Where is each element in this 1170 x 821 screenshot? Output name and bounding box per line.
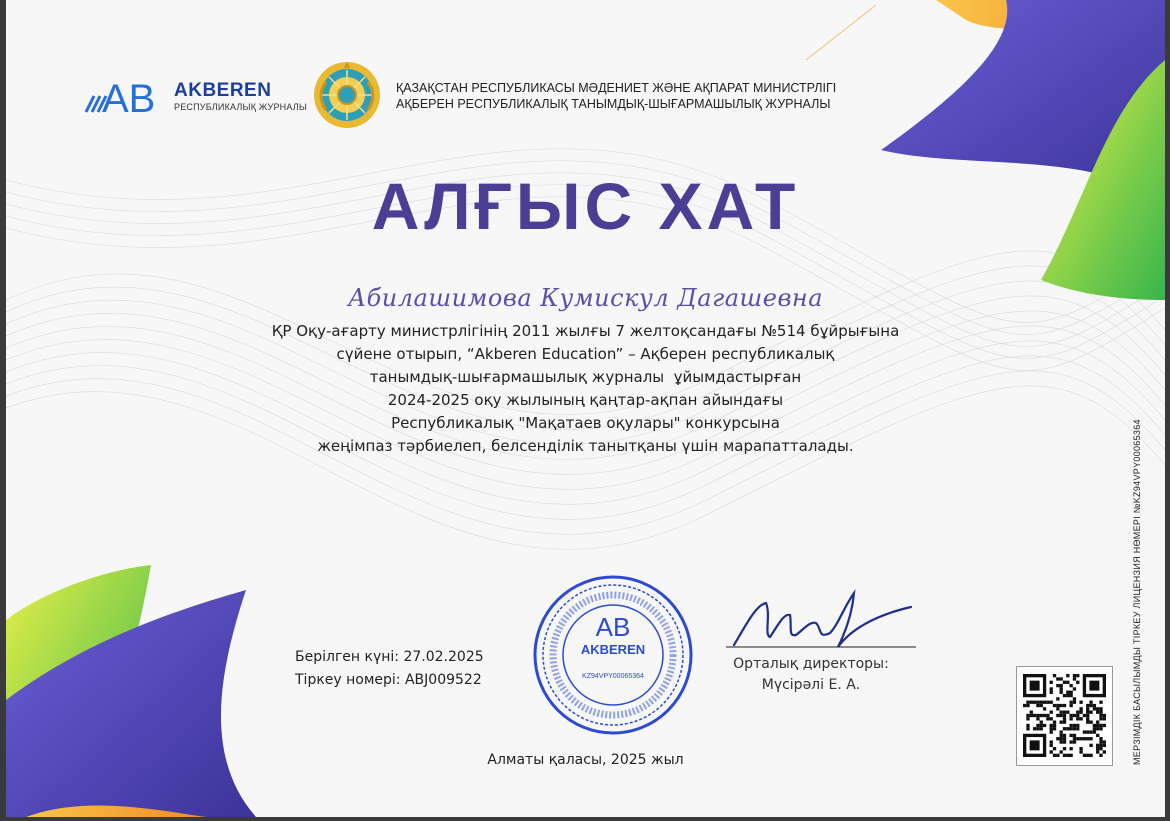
certificate-text-line: танымдық-шығармашылық журналы ұйымдастырған xyxy=(369,368,802,386)
certificate-title: АЛҒЫС ХАТ xyxy=(371,169,800,243)
issue-info xyxy=(295,646,484,692)
registration-number: ABJ009522 xyxy=(404,672,482,688)
issue-date: 27.02.2025 xyxy=(403,649,484,665)
director-block xyxy=(706,654,916,696)
issue-date-label: Берілген күні: xyxy=(295,649,400,665)
director-name: Мүсірәлі Е. А. xyxy=(761,677,861,693)
kazakhstan-emblem-icon xyxy=(312,60,382,130)
city-year: Алматы қаласы, 2025 жыл xyxy=(487,752,684,768)
ministry-heading xyxy=(396,80,836,112)
director-signature xyxy=(726,585,916,655)
qr-code-frame xyxy=(1016,666,1113,766)
issue-date-row xyxy=(295,646,484,669)
recipient-name: Абилашимова Кумискул Дагашевна xyxy=(347,284,824,312)
certificate-text xyxy=(6,320,1165,458)
qr-code-icon xyxy=(1023,674,1106,757)
stamp-name: AKBEREN xyxy=(580,642,646,657)
brand-subtitle: РЕСПУБЛИКАЛЫҚ ЖУРНАЛЫ xyxy=(174,102,308,112)
brand-name: AKBEREN xyxy=(174,80,272,101)
official-stamp xyxy=(532,574,694,736)
license-side-text: МЕРЗІМДІК БАСЫЛЫМДЫ ТІРКЕУ ЛИЦЕНЗИЯ НӨМЕРІ №KZ94VPY00065364 xyxy=(1132,419,1142,765)
akberen-logo-icon xyxy=(82,70,172,120)
certificate-text-line: ҚР Оқу-ағарту министрлігінің 2011 жылғы 7 желтоқсандағы №514 бұйрығына xyxy=(271,322,900,340)
certificate-text-line: 2024-2025 оқу жылының қаңтар-ақпан айындағы xyxy=(387,391,784,409)
registration-row xyxy=(295,669,484,692)
registration-label: Тіркеу номері: xyxy=(295,672,401,688)
brand-logo-mark: АВ xyxy=(102,77,156,120)
ministry-line-2: АҚБЕРЕН РЕСПУБЛИКАЛЫҚ ТАНЫМДЫҚ-ШЫҒАРМАШЫЛЫҚ ЖУРНАЛЫ xyxy=(396,97,831,111)
ministry-line-1: ҚАЗАҚСТАН РЕСПУБЛИКАСЫ МӘДЕНИЕТ ЖӘНЕ АҚПАРАТ МИНИСТРЛІГІ xyxy=(396,81,837,95)
stamp-logo-mark: АВ xyxy=(595,612,631,642)
certificate-text-line: сүйене отырып, “Akberen Education” – Ақберен республикалық xyxy=(336,345,835,363)
certificate xyxy=(6,0,1165,817)
director-title: Орталық директоры: xyxy=(733,656,889,672)
certificate-text-line: Республикалық "Мақатаев оқулары" конкурсына xyxy=(391,414,780,432)
akberen-logo xyxy=(82,70,312,120)
certificate-text-line: жеңімпаз тәрбиелеп, белсенділік танытқаны үшін марапатталады. xyxy=(317,437,854,455)
stamp-license: KZ94VPY00065364 xyxy=(582,673,644,680)
